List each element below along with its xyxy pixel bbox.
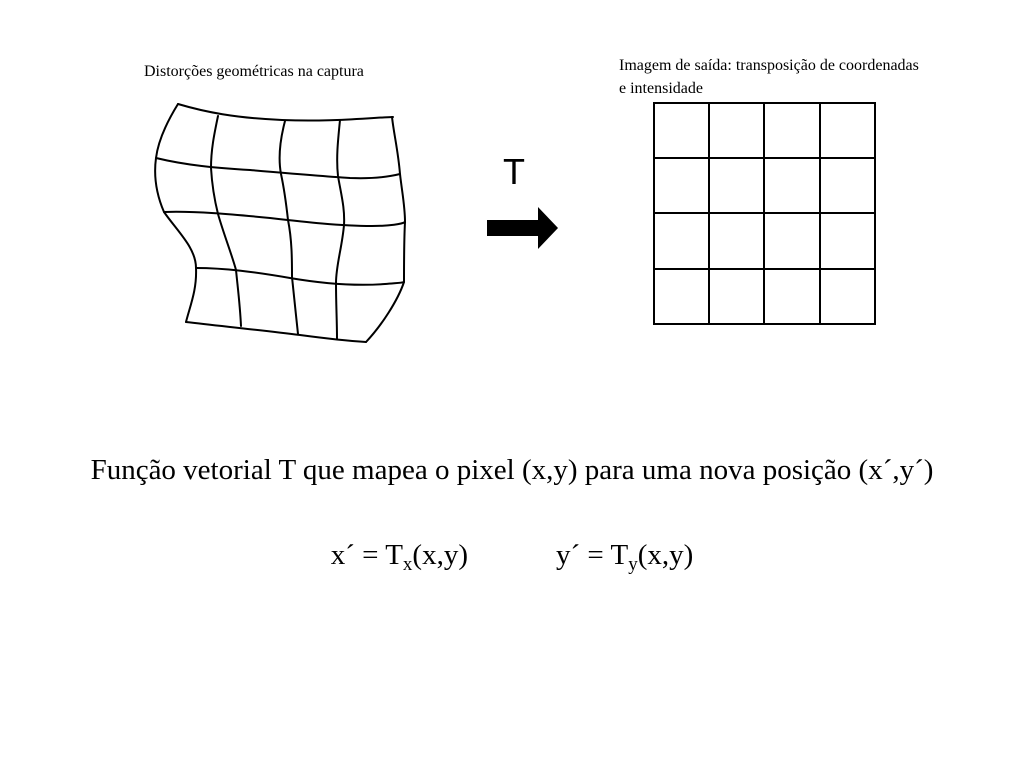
distorted-grid-line xyxy=(178,104,393,121)
output-grid xyxy=(654,103,875,324)
distorted-grid-line xyxy=(196,268,404,285)
y-equation xyxy=(556,533,693,577)
distorted-grid-line xyxy=(156,158,400,178)
y-equation-rhs: (x,y) xyxy=(637,539,694,571)
x-equation xyxy=(331,533,468,577)
distorted-grid-line xyxy=(366,117,405,342)
equations xyxy=(0,533,1024,577)
y-equation-subscript: y xyxy=(628,554,638,575)
distorted-grid xyxy=(155,104,405,342)
distorted-grid-line xyxy=(280,121,298,334)
distorted-grid-line xyxy=(164,212,405,226)
distorted-grid-caption: Distorções geométricas na captura xyxy=(144,63,364,80)
y-equation-lhs: y´ = T xyxy=(556,539,629,571)
distorted-grid-line xyxy=(211,116,241,326)
x-equation-subscript: x xyxy=(402,554,413,575)
x-equation-lhs: x´ = T xyxy=(330,539,403,571)
distorted-grid-line xyxy=(186,322,366,342)
x-equation-rhs: (x,y) xyxy=(412,539,468,571)
arrow-right-icon xyxy=(487,207,558,249)
vector-function-description: Função vetorial T que mapea o pixel (x,y) para uma nova posição (x´,y´) xyxy=(90,454,934,486)
transform-label: T xyxy=(503,151,525,192)
output-grid-caption: Imagem de saída: transposição de coordenadas e intensidade xyxy=(619,57,919,97)
distorted-grid-line xyxy=(336,120,344,339)
